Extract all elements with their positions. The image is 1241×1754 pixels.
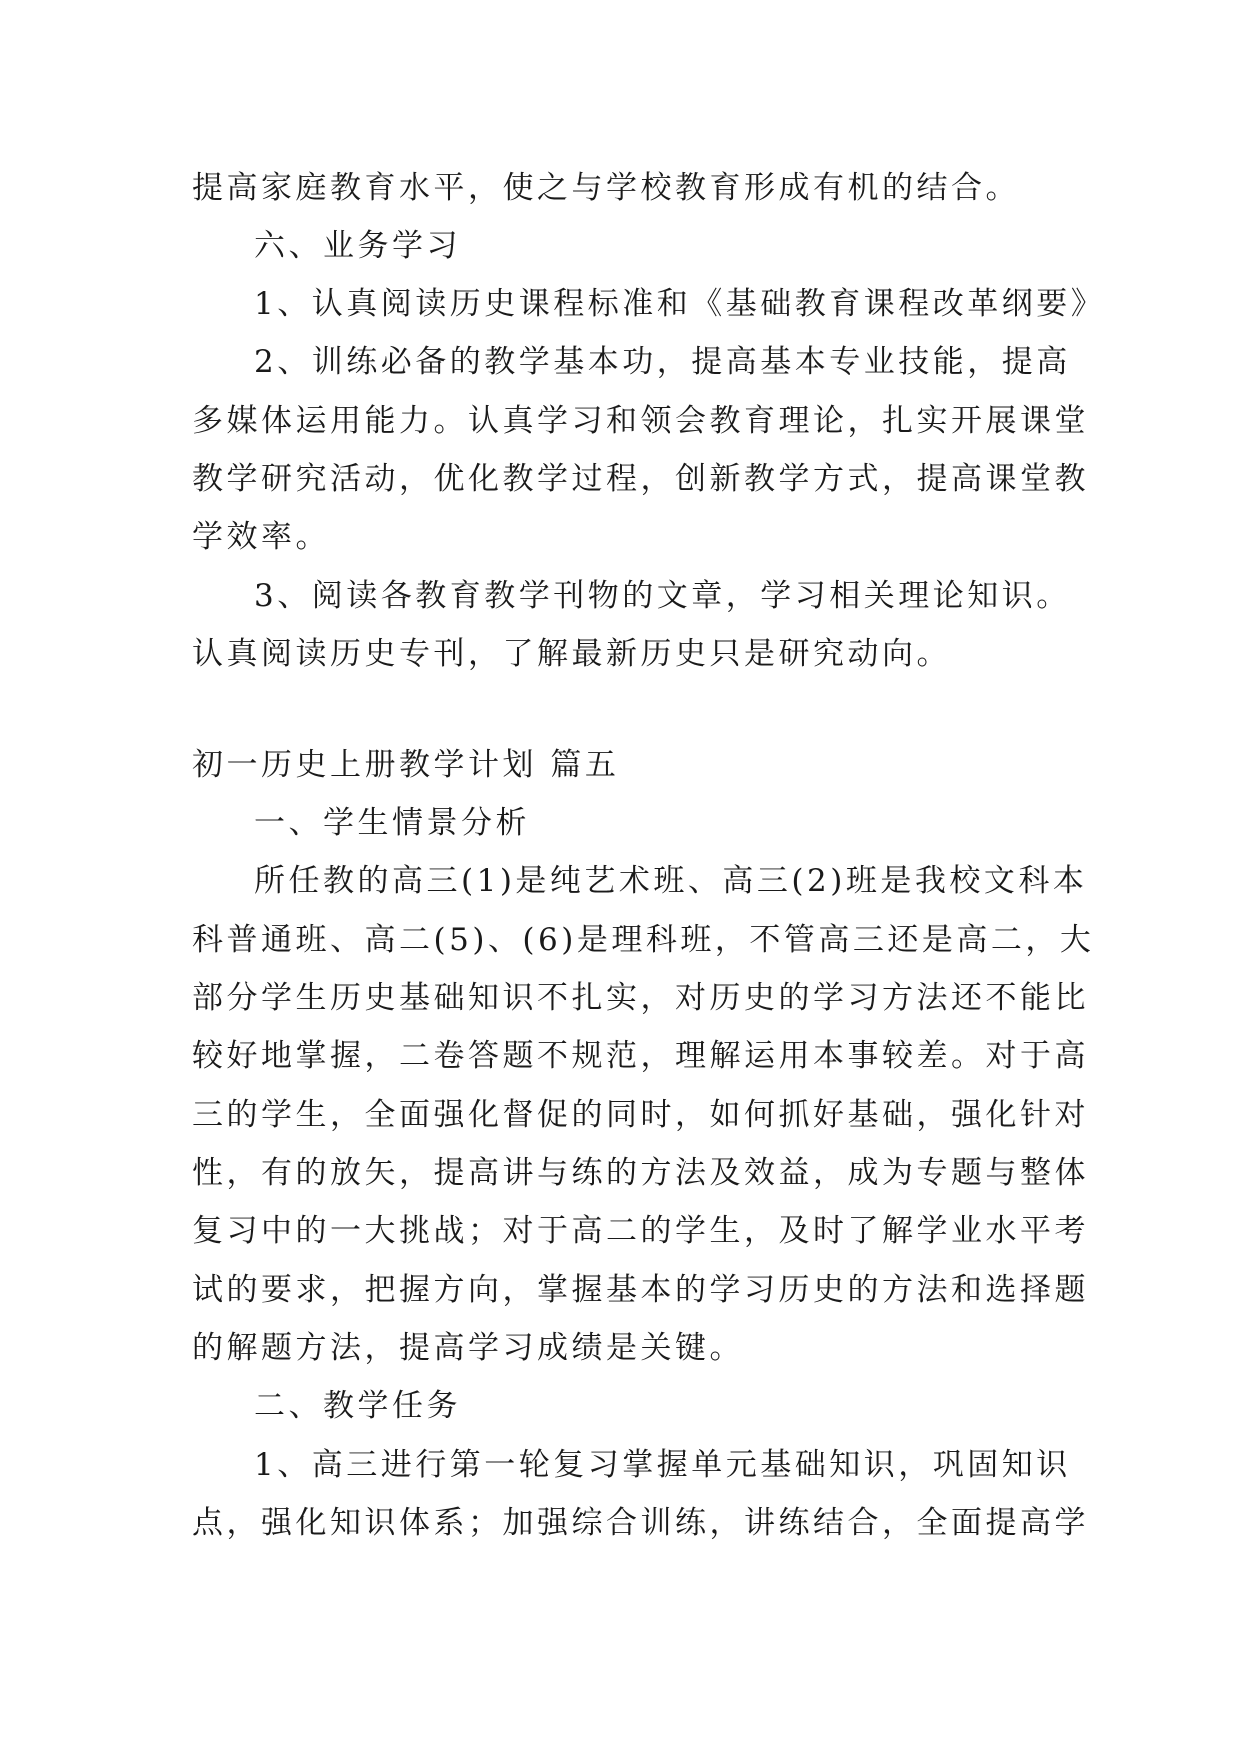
paragraph-line: 1、高三进行第一轮复习掌握单元基础知识，巩固知识: [254, 1447, 1071, 1483]
paragraph-line: 部分学生历史基础知识不扎实，对历史的学习方法还不能比: [192, 980, 1089, 1016]
paragraph-line: 提高家庭教育水平，使之与学校教育形成有机的结合。: [192, 170, 1020, 206]
section-heading-student-analysis: 一、学生情景分析: [254, 805, 530, 841]
paragraph-line: 认真阅读历史专刊，了解最新历史只是研究动向。: [192, 636, 951, 672]
paragraph-line: 较好地掌握，二卷答题不规范，理解运用本事较差。对于高: [192, 1038, 1089, 1074]
section-heading-business-study: 六、业务学习: [254, 228, 461, 264]
paragraph-line: 点，强化知识体系；加强综合训练，讲练结合，全面提高学: [192, 1505, 1089, 1541]
paragraph-line: 的解题方法，提高学习成绩是关键。: [192, 1330, 744, 1366]
paragraph-line: 2、训练必备的教学基本功，提高基本专业技能，提高: [254, 344, 1071, 380]
paragraph-line: 三的学生，全面强化督促的同时，如何抓好基础，强化针对: [192, 1097, 1089, 1133]
paragraph-line: 性，有的放矢，提高讲与练的方法及效益，成为专题与整体: [192, 1155, 1089, 1191]
paragraph-line: 复习中的一大挑战；对于高二的学生，及时了解学业水平考: [192, 1213, 1089, 1249]
paragraph-line: 科普通班、高二(5)、(6)是理科班，不管高三还是高二，大: [192, 922, 1095, 958]
paragraph-line: 多媒体运用能力。认真学习和领会教育理论，扎实开展课堂: [192, 403, 1089, 439]
document-title: 初一历史上册教学计划 篇五: [192, 747, 620, 783]
paragraph-line: 所任教的高三(1)是纯艺术班、高三(2)班是我校文科本: [254, 863, 1088, 899]
paragraph-line: 试的要求，把握方向，掌握基本的学习历史的方法和选择题: [192, 1272, 1089, 1308]
paragraph-line: 1、认真阅读历史课程标准和《基础教育课程改革纲要》: [254, 286, 1106, 322]
paragraph-line: 3、阅读各教育教学刊物的文章，学习相关理论知识。: [254, 578, 1071, 614]
section-heading-teaching-tasks: 二、教学任务: [254, 1388, 461, 1424]
paragraph-line: 教学研究活动，优化教学过程，创新教学方式，提高课堂教: [192, 461, 1089, 497]
paragraph-line: 学效率。: [192, 519, 330, 555]
